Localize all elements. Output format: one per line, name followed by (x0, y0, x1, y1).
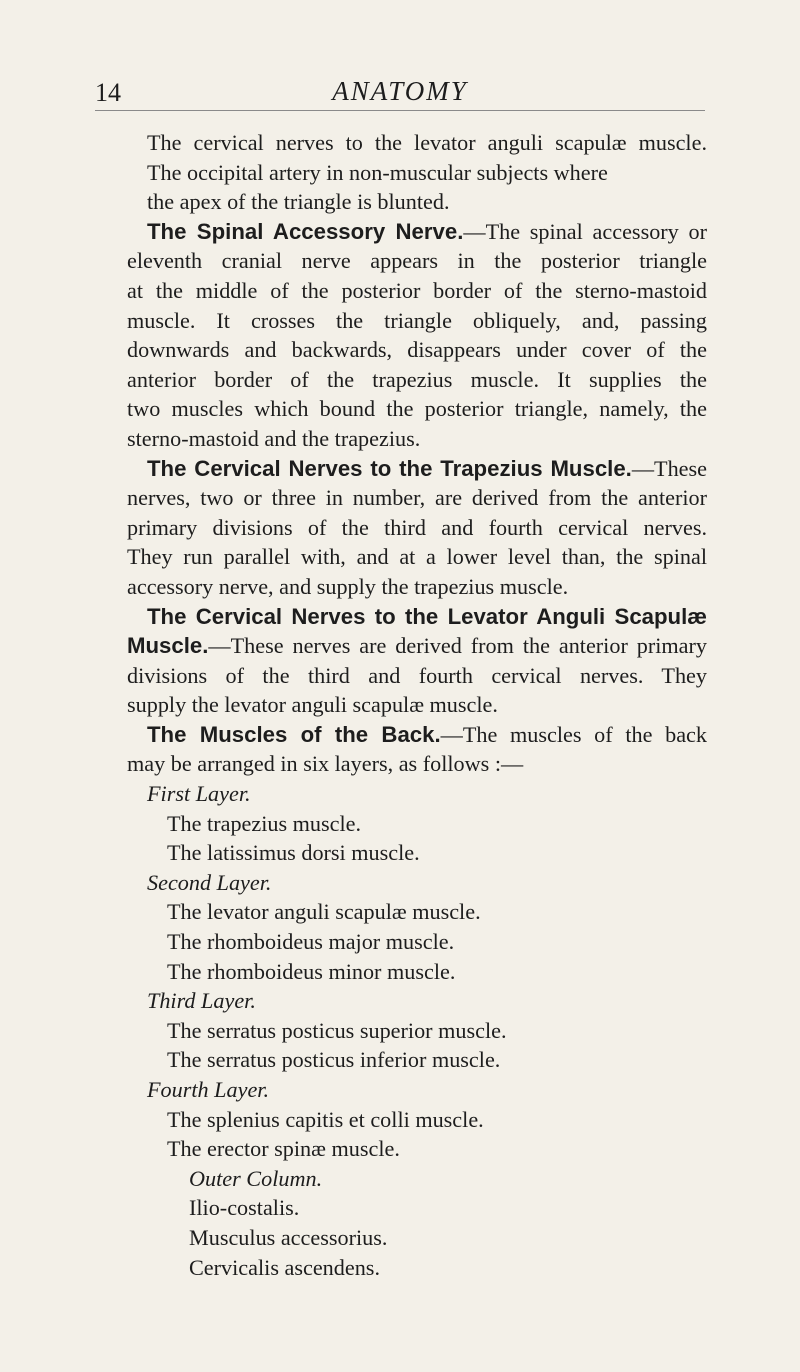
list-item: The latissimus dorsi muscle. (167, 840, 420, 866)
list-item: Cervicalis ascendens. (189, 1254, 380, 1280)
text-run: —The muscles of the back (440, 721, 708, 747)
layer-title: Third Layer. (147, 988, 256, 1014)
list-item: The serratus posticus inferior muscle. (167, 1047, 501, 1073)
text-line: muscle. It crosses the triangle obliquely, and, passing (127, 307, 707, 333)
text-line: accessory nerve, and supply the trapezius muscle. (127, 573, 569, 599)
section-heading: The Spinal Accessory Nerve. (147, 218, 464, 244)
layer-title: Fourth Layer. (147, 1077, 270, 1102)
list-item: The erector spinæ muscle. (167, 1136, 400, 1162)
text-line: They run parallel with, and at a lower level than, the spinal (127, 544, 707, 570)
text-run: —These (631, 455, 707, 481)
list-item: The serratus posticus superior muscle. (167, 1017, 507, 1043)
paragraph-line (127, 631, 707, 661)
text-line: supply the levator anguli scapulæ muscle. (127, 692, 498, 718)
section-heading: The Cervical Nerves to the Trapezius Muscle. (147, 455, 632, 481)
layer-title: First Layer. (147, 781, 251, 807)
text-line: The occipital artery in non-muscular subjects where (147, 159, 608, 185)
page-number: 14 (95, 78, 121, 107)
list-item: The trapezius muscle. (167, 810, 362, 836)
body-text (127, 128, 707, 1282)
text-line: two muscles which bound the posterior triangle, namely, the (127, 396, 707, 422)
text-line: at the middle of the posterior border of the sterno-mastoid (127, 277, 707, 303)
list-item: The splenius capitis et colli muscle. (167, 1106, 484, 1132)
layer-title: Second Layer. (147, 869, 272, 895)
text-run: —These nerves are derived from the anterior primary (208, 633, 707, 659)
list-item: The rhomboideus minor muscle. (167, 958, 456, 984)
section-heading: The Cervical Nerves to the Levator Anguli Scapulæ (147, 603, 707, 629)
column-title: Outer Column. (189, 1165, 323, 1191)
paragraph-first-line (127, 217, 707, 247)
text-run: —The spinal accessory or (463, 218, 708, 244)
text-line: sterno-mastoid and the trapezius. (127, 425, 421, 451)
list-item: The rhomboideus major muscle. (167, 929, 455, 955)
list-item: Musculus accessorius. (189, 1224, 388, 1250)
text-line: the apex of the triangle is blunted. (147, 189, 450, 215)
text-line: anterior border of the trapezius muscle. It supplies the (127, 366, 707, 392)
text-line: downwards and backwards, disappears under cover of the (127, 337, 707, 363)
text-line: eleventh cranial nerve appears in the posterior triangle (127, 248, 707, 274)
paragraph-first-line (127, 720, 707, 750)
running-head: ANATOMY (332, 76, 468, 106)
paragraph-first-line (127, 454, 707, 484)
text-line: primary divisions of the third and fourth cervical nerves. (127, 514, 707, 540)
list-item: Ilio-costalis. (189, 1195, 300, 1221)
text-line: may be arranged in six layers, as follows :— (127, 751, 524, 777)
text-line: nerves, two or three in number, are derived from the anterior (127, 485, 707, 511)
page-header (95, 70, 705, 111)
text-line: The cervical nerves to the levator anguli scapulæ muscle. (147, 130, 707, 155)
list-item: The levator anguli scapulæ muscle. (167, 899, 481, 925)
section-heading-cont: Muscle. (127, 633, 209, 659)
section-heading: The Muscles of the Back. (147, 721, 441, 747)
text-line: divisions of the third and fourth cervical nerves. They (127, 662, 707, 688)
